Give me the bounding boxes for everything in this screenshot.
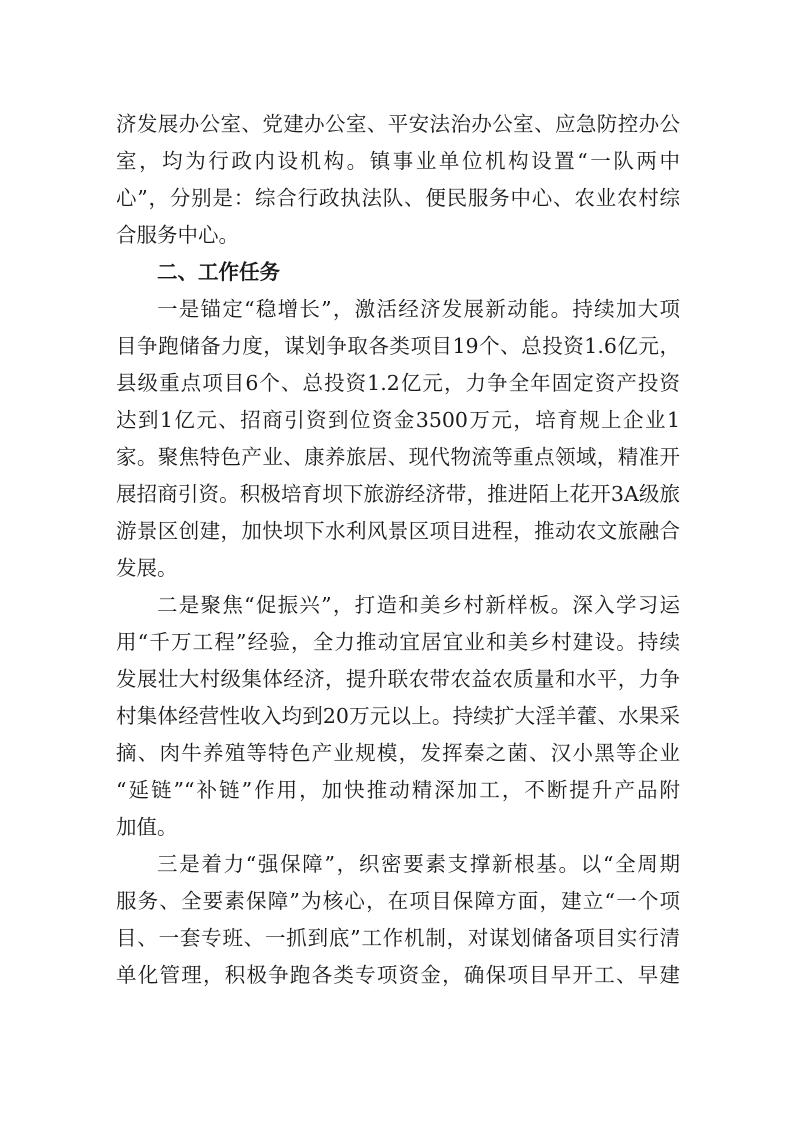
text-line: 达到1亿元、招商引资到位资金3500万元，培育规上企业1 xyxy=(116,408,680,432)
text-line: 加值。 xyxy=(116,815,178,839)
text-line: 三是着力“强保障”，织密要素支撑新根基。以“全周期 xyxy=(157,852,680,876)
text-line: “延链”“补链”作用，加快推动精深加工，不断提升产品附 xyxy=(116,778,680,802)
text-line: 室，均为行政内设机构。镇事业单位机构设置“一队两中 xyxy=(116,149,680,173)
intro-paragraph xyxy=(116,106,680,254)
document-body xyxy=(116,106,680,994)
text-line: 服务、全要素保障”为核心，在项目保障方面，建立“一个项 xyxy=(116,889,680,913)
text-line: 二是聚焦“促振兴”，打造和美乡村新样板。深入学习运 xyxy=(157,593,680,617)
paragraph-strengthen-support xyxy=(116,846,680,994)
text-line: 用“千万工程”经验，全力推动宜居宜业和美乡村建设。持续 xyxy=(116,630,680,654)
text-line: 心”，分别是：综合行政执法队、便民服务中心、农业农村综 xyxy=(116,186,680,210)
section-heading: 二、工作任务 xyxy=(157,260,280,284)
text-line: 游景区创建，加快坝下水利风景区项目进程，推动农文旅融合 xyxy=(116,519,680,543)
text-line: 村集体经营性收入均到20万元以上。持续扩大淫羊藿、水果采 xyxy=(116,704,680,728)
text-line: 合服务中心。 xyxy=(116,223,239,247)
text-line: 单化管理，积极争跑各类专项资金，确保项目早开工、早建 xyxy=(116,963,680,987)
text-line: 摘、肉牛养殖等特色产业规模，发挥秦之菌、汉小黑等企业 xyxy=(116,741,680,765)
paragraph-stabilize-growth xyxy=(116,291,680,587)
text-line: 济发展办公室、党建办公室、平安法治办公室、应急防控办公 xyxy=(116,112,680,136)
text-line: 目争跑储备力度，谋划争取各类项目19个、总投资1.6亿元， xyxy=(116,334,680,358)
text-line: 发展壮大村级集体经济，提升联农带农益农质量和水平，力争 xyxy=(116,667,680,691)
text-line: 一是锚定“稳增长”，激活经济发展新动能。持续加大项 xyxy=(157,297,680,321)
text-line: 发展。 xyxy=(116,556,178,580)
text-line: 县级重点项目6个、总投资1.2亿元，力争全年固定资产投资 xyxy=(116,371,680,395)
text-line: 目、一套专班、一抓到底”工作机制，对谋划储备项目实行清 xyxy=(116,926,680,950)
paragraph-rural-revitalization xyxy=(116,587,680,846)
text-line: 家。聚焦特色产业、康养旅居、现代物流等重点领域，精准开 xyxy=(116,445,680,469)
text-line: 展招商引资。积极培育坝下旅游经济带，推进陌上花开3A级旅 xyxy=(116,482,680,506)
